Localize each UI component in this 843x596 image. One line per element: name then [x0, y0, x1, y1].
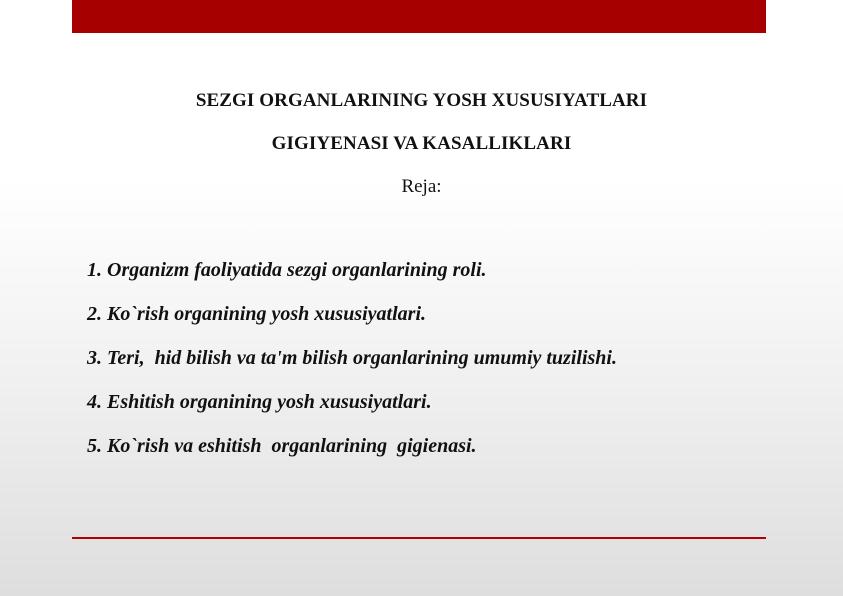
- plan-list: [87, 260, 617, 480]
- plan-item-3: 3. Teri, hid bilish va ta'm bilish organlarining umumiy tuzilishi.: [87, 347, 617, 369]
- plan-heading: Reja:: [401, 176, 442, 197]
- plan-item-2: 2. Ko`rish organining yosh xususiyatlari.: [87, 303, 426, 325]
- plan-item-1: 1. Organizm faoliyatida sezgi organlarining roli.: [87, 259, 487, 281]
- plan-item-5: 5. Ko`rish va eshitish organlarining gigienasi.: [87, 435, 477, 457]
- plan-item-4: 4. Eshitish organining yosh xususiyatlari.: [87, 391, 432, 413]
- slide-title-line-1: SEZGI ORGANLARINING YOSH XUSUSIYATLARI: [195, 90, 648, 111]
- bottom-divider: [72, 537, 766, 539]
- slide-title-line-2: GIGIYENASI VA KASALLIKLARI: [271, 133, 572, 154]
- top-accent-bar: [72, 0, 766, 33]
